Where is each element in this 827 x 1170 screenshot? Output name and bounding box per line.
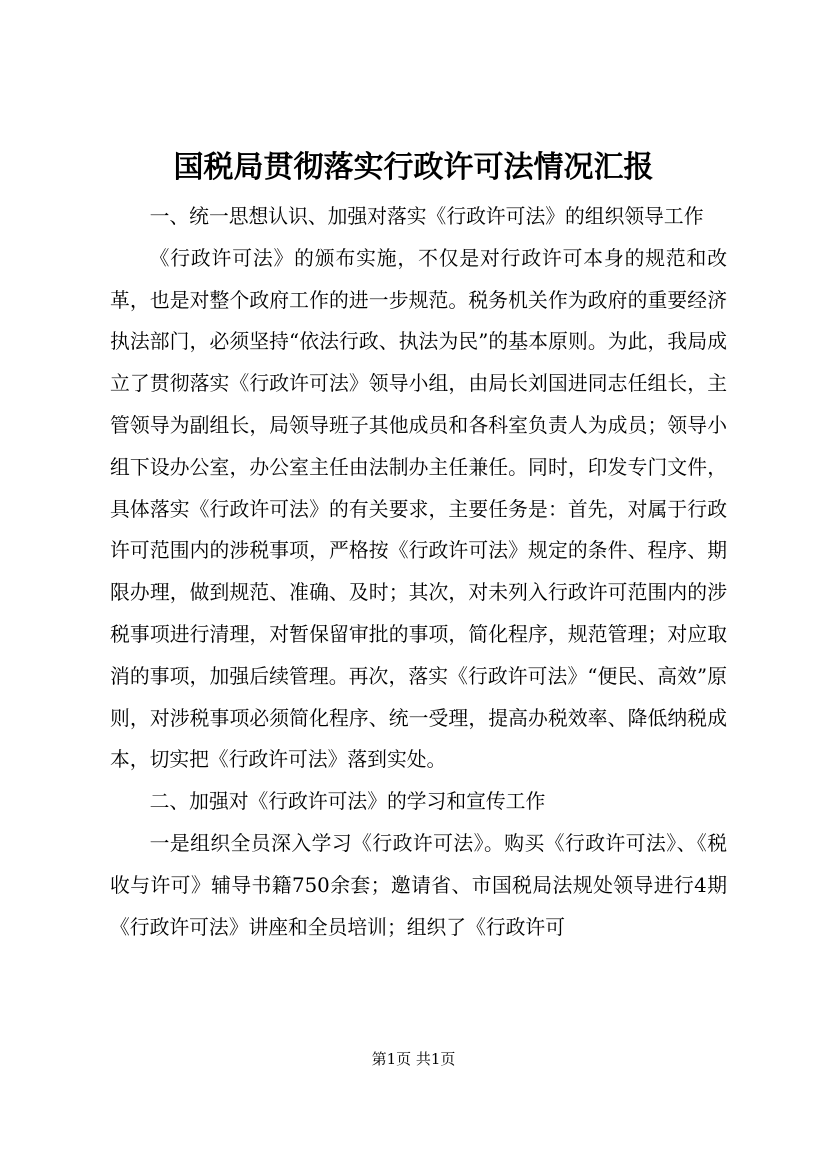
document-body [110, 196, 727, 948]
page-footer: 第1页 共1页 [371, 1050, 456, 1068]
body-paragraph-1: 《行政许可法》的颁布实施，不仅是对行政许可本身的规范和改革，也是对整个政府工作的进一步规范。税务机关作为政府的重要经济执法部门，必须坚持“依法行政、执法为民”的基本原则。为此，我局成立了贯彻落实《行政许可法》领导小组，由局长刘国进同志任组长，主管领导为副组长，局领导班子其他成员和各科室负责人为成员；领导小组下设办公室，办公室主任由法制办主任兼任。同时，印发专门文件，具体落实《行政许可法》的有关要求，主要任务是：首先，对属于行政许可范围内的涉税事项，严格按《行政许可法》规定的条件、程序、期限办理，做到规范、准确、及时；其次，对未列入行政许可范围内的涉税事项进行清理，对暂保留审批的事项，简化程序，规范管理；对应取消的事项，加强后续管理。再次，落实《行政许可法》“便民、高效”原则，对涉税事项必须简化程序、统一受理，提高办税效率、降低纳税成本，切实把《行政许可法》落到实处。 [110, 246, 727, 772]
body-paragraph-2: 一是组织全员深入学习《行政许可法》。购买《行政许可法》、《税收与许可》辅导书籍750余套；邀请省、市国税局法规处领导进行4期《行政许可法》讲座和全员培训；组织了《行政许可 [110, 831, 727, 939]
section-heading-1: 一、统一思想认识、加强对落实《行政许可法》的组织领导工作 [149, 205, 704, 228]
document-title: 国税局贯彻落实行政许可法情况汇报 [173, 150, 654, 185]
section-heading-2: 二、加强对《行政许可法》的学习和宣传工作 [149, 790, 546, 814]
